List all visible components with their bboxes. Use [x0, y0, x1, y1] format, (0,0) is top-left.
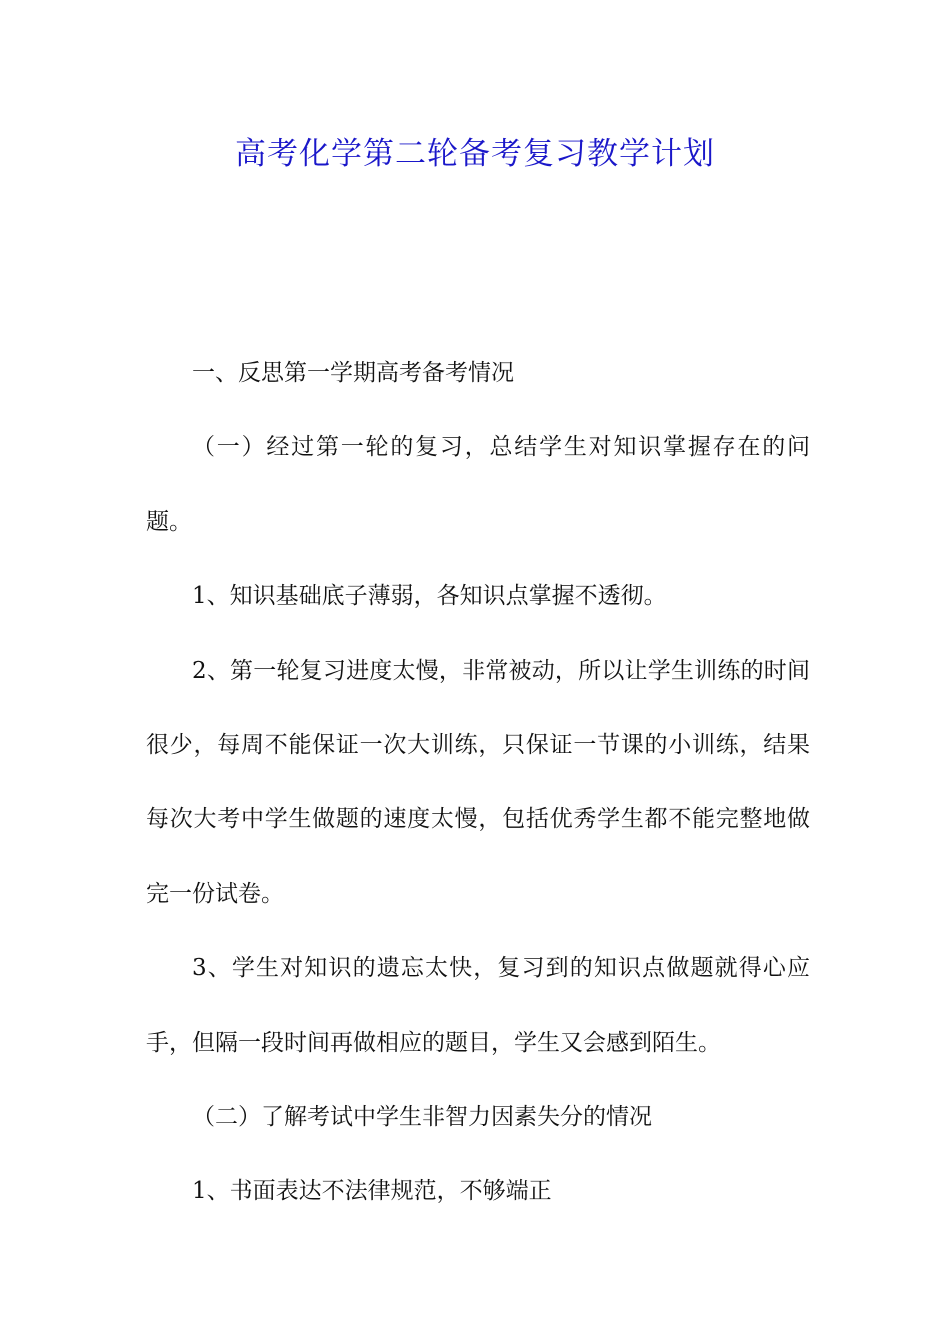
list-item-3: 3、学生对知识的遗忘太快，复习到的知识点做题就得心应手，但隔一段时间再做相应的题目，学生又会感到陌生。 — [146, 955, 810, 1056]
document-body — [146, 336, 810, 1229]
document-title: 高考化学第二轮备考复习教学计划 — [235, 136, 715, 172]
list-item-2: 2、第一轮复习进度太慢，非常被动，所以让学生训练的时间很少，每周不能保证一次大训练，只保证一节课的小训练，结果每次大考中学生做题的速度太慢，包括优秀学生都不能完整地做完一份试卷。 — [146, 657, 810, 907]
subsection-heading-1: （一）经过第一轮的复习，总结学生对知识掌握存在的问题。 — [146, 434, 810, 535]
list-item-1: 1、知识基础底子薄弱，各知识点掌握不透彻。 — [192, 583, 667, 610]
section-heading-1: 一、反思第一学期高考备考情况 — [192, 360, 514, 386]
subsection-heading-2: （二）了解考试中学生非智力因素失分的情况 — [192, 1104, 652, 1131]
list-item-4: 1、书面表达不法律规范，不够端正 — [192, 1178, 552, 1205]
